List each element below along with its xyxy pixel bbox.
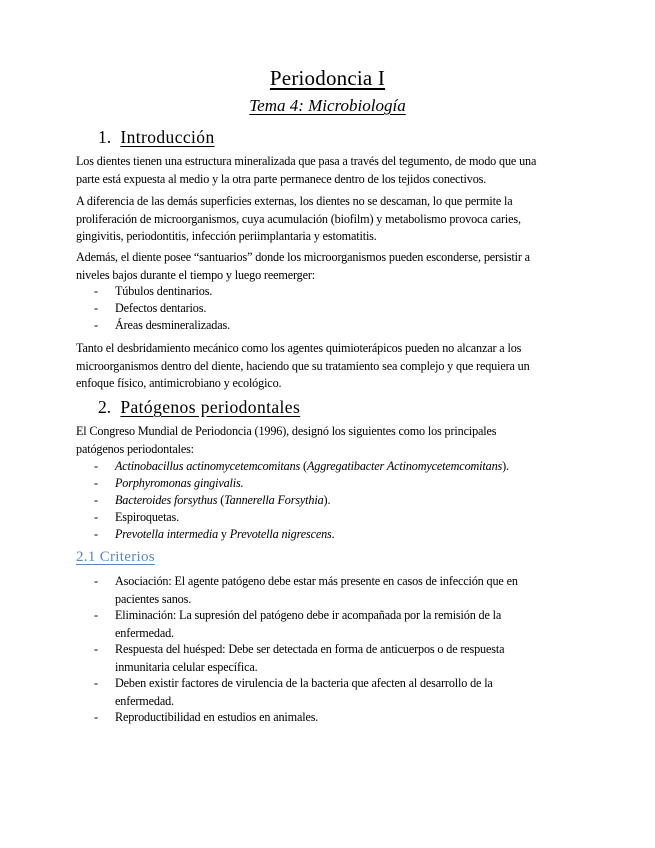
- text-line: Además, el diente posee “santuarios” donde los microorganismos pueden esconderse, persistir a: [76, 250, 530, 264]
- list-item-text: [115, 573, 576, 608]
- text-fragment: ).: [323, 493, 331, 507]
- species-name: Prevotella nigrescens: [229, 527, 332, 541]
- list-item-text: [115, 709, 576, 727]
- text-fragment: (: [300, 459, 307, 473]
- section-number: 2.: [98, 397, 112, 417]
- bullet-dash: -: [94, 493, 98, 507]
- text-line: microorganismos dentro del diente, haciendo que su tratamiento sea complejo y que requiera un: [76, 358, 530, 373]
- text-line: proliferación de microorganismos, cuya acumulación (biofilm) y metabolismo provoca caries,: [76, 211, 521, 226]
- paragraph-intro-4: [76, 340, 576, 393]
- bullet-dash: -: [94, 476, 98, 490]
- bullet-dash: -: [94, 676, 98, 690]
- text-line: Respuesta del huésped: Debe ser detectada en forma de anticuerpos o de respuesta: [115, 642, 505, 656]
- bullet-dash: -: [94, 608, 98, 622]
- text-line: enfoque físico, antimicrobiano y ecológico.: [76, 376, 282, 390]
- list-item-pathogen: [76, 492, 576, 510]
- text-line: niveles bajos durante el tiempo y luego reemerger:: [76, 267, 315, 282]
- bullet-dash: -: [94, 318, 98, 332]
- list-item-criterion: [76, 709, 576, 727]
- species-name: Tannerella Forsythia: [224, 493, 324, 507]
- paragraph-intro-3: [76, 249, 576, 284]
- list-item-sanctuary: [76, 317, 576, 335]
- document-subtitle: Tema 4: Microbiología: [249, 96, 406, 115]
- section-title: Patógenos periodontales: [120, 397, 301, 417]
- list-item-text: [115, 641, 576, 676]
- text-line: Deben existir factores de virulencia de la bacteria que afecten al desarrollo de la: [115, 676, 493, 690]
- list-item-pathogen: [76, 458, 576, 476]
- section-title: Introducción: [120, 127, 215, 147]
- list-item-text: [115, 492, 576, 510]
- text-fragment: .: [331, 527, 335, 541]
- list-item-pathogen: [76, 526, 576, 544]
- text-line: enfermedad.: [115, 625, 174, 640]
- text-fragment: y: [218, 527, 230, 541]
- list-item-sanctuary: [76, 300, 576, 318]
- species-name: Bacteroides forsythus: [115, 493, 218, 507]
- section-heading-patogenos: [98, 397, 300, 418]
- paragraph-intro-2: [76, 193, 576, 246]
- bullet-dash: -: [94, 459, 98, 473]
- text-line: enfermedad.: [115, 693, 174, 708]
- list-item-criterion: [76, 573, 576, 608]
- section-heading-introduccion: [98, 127, 215, 148]
- bullet-dash: -: [94, 710, 98, 724]
- list-item-text: [115, 458, 576, 476]
- section-number: 1.: [98, 127, 112, 147]
- bullet-dash: -: [94, 527, 98, 541]
- bullet-dash: -: [94, 642, 98, 656]
- paragraph-intro-1: [76, 153, 576, 188]
- list-item-text: [115, 526, 576, 544]
- bullet-dash: -: [94, 301, 98, 315]
- list-item-criterion: [76, 641, 576, 676]
- text-line: Asociación: El agente patógeno debe estar más presente en casos de infección que en: [115, 574, 518, 588]
- species-name: Porphyromonas gingivalis.: [115, 476, 244, 490]
- species-name: Aggregatibacter Actinomycetemcomitans: [306, 459, 503, 473]
- list-item-text: Áreas desmineralizadas.: [115, 318, 230, 332]
- text-line: Tanto el desbridamiento mecánico como los agentes quimioterápicos pueden no alcanzar a los: [76, 341, 522, 355]
- text-line: patógenos periodontales:: [76, 441, 194, 456]
- species-name: Actinobacillus actinomycetemcomitans: [115, 459, 301, 473]
- list-item-criterion: [76, 675, 576, 710]
- subsection-heading-criterios: 2.1 Criterios: [76, 549, 155, 565]
- list-item-pathogen: [76, 475, 576, 493]
- bullet-dash: -: [94, 510, 98, 524]
- text-line: gingivitis, periodontitis, infección periimplantaria y estomatitis.: [76, 229, 377, 243]
- text-line: parte está expuesta al medio y la otra parte permanece dentro de los tejidos conectivos.: [76, 171, 487, 186]
- species-name: Prevotella intermedia: [115, 527, 219, 541]
- text-line: Eliminación: La supresión del patógeno debe ir acompañada por la remisión de la: [115, 608, 502, 622]
- list-item-text: [115, 607, 576, 642]
- list-item-sanctuary: [76, 283, 576, 301]
- text-fragment: (: [217, 493, 225, 507]
- document-title: Periodoncia I: [269, 66, 386, 90]
- list-item-text: Espiroquetas.: [115, 510, 180, 524]
- text-line: El Congreso Mundial de Periodoncia (1996), designó los siguientes como los principales: [76, 424, 497, 438]
- paragraph-patogenos-1: [76, 423, 576, 458]
- list-item-text: Defectos dentarios.: [115, 301, 207, 315]
- text-line: inmunitaria celular específica.: [115, 659, 258, 674]
- list-item-text: [115, 675, 576, 710]
- text-line: A diferencia de las demás superficies externas, los dientes no se descaman, lo que permite la: [76, 194, 513, 208]
- text-line: Los dientes tienen una estructura mineralizada que pasa a través del tegumento, de modo que una: [76, 154, 537, 168]
- list-item-pathogen: [76, 509, 576, 527]
- list-item-text: Túbulos dentinarios.: [115, 284, 213, 298]
- list-item-criterion: [76, 607, 576, 642]
- text-fragment: ).: [502, 459, 509, 473]
- text-line: Reproductibilidad en estudios en animales.: [115, 710, 319, 724]
- bullet-dash: -: [94, 574, 98, 588]
- bullet-dash: -: [94, 284, 98, 298]
- text-line: pacientes sanos.: [115, 591, 192, 606]
